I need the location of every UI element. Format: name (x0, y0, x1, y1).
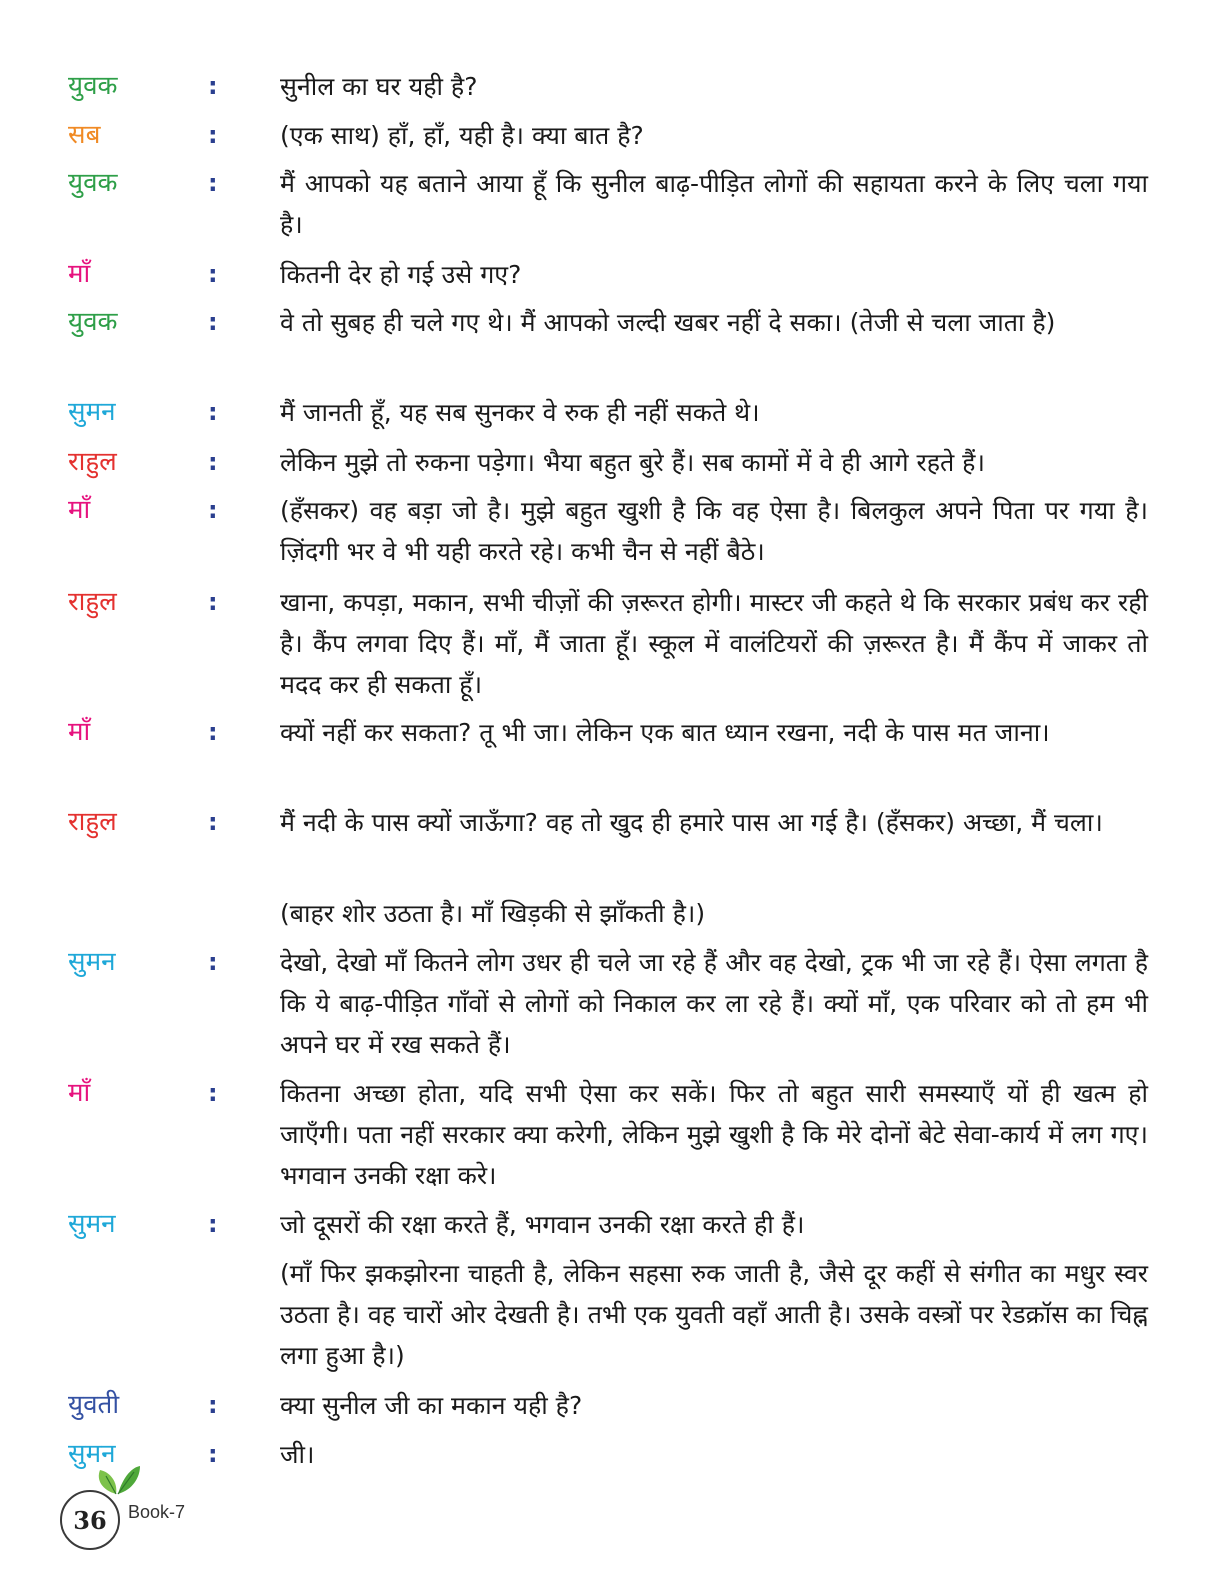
speaker-colon: : (208, 948, 218, 976)
dialogue-row (68, 582, 1148, 705)
dialogue-row (68, 163, 1148, 245)
dialogue-row (68, 442, 1148, 483)
speaker-colon: : (208, 121, 218, 149)
speaker-name: माँ (68, 1078, 91, 1108)
dialogue-row (68, 392, 1148, 433)
dialogue-row (68, 254, 1148, 295)
speaker-colon: : (208, 496, 218, 524)
speaker-name: सब (68, 120, 101, 150)
dialogue-text: मैं नदी के पास क्यों जाऊँगा? वह तो खुद ही हमारे पास आ गई है। (हँसकर) अच्छा, मैं चला। (280, 808, 1103, 837)
dialogue-text: (हँसकर) वह बड़ा जो है। मुझे बहुत खुशी है कि वह ऐसा है। बिलकुल अपने पिता पर गया है। ज़िंदगी भर वे भी यही करते रहे। कभी चैन से नहीं बैठे। (280, 496, 1148, 566)
speaker-name: राहुल (68, 447, 117, 477)
page-number: 36 (60, 1490, 120, 1550)
dialogue-row (68, 115, 1148, 156)
speaker-name: युवक (68, 307, 118, 337)
dialogue-text: जो दूसरों की रक्षा करते हैं, भगवान उनकी रक्षा करते ही हैं। (280, 1210, 805, 1239)
dialogue-text: मैं जानती हूँ, यह सब सुनकर वे रुक ही नहीं सकते थे। (280, 398, 760, 427)
speaker-colon: : (208, 718, 218, 746)
dialogue-text: मैं आपको यह बताने आया हूँ कि सुनील बाढ़-पीड़ित लोगों की सहायता करने के लिए चला गया है। (280, 169, 1148, 239)
dialogue-text: क्यों नहीं कर सकता? तू भी जा। लेकिन एक बात ध्यान रखना, नदी के पास मत जाना। (280, 718, 1050, 747)
book-label: Book-7 (128, 1502, 186, 1522)
dialogue-row (68, 1385, 1148, 1426)
page-footer (50, 1462, 250, 1562)
speaker-name: राहुल (68, 807, 117, 837)
speaker-name: सुमन (68, 1209, 116, 1239)
speaker-name: माँ (68, 495, 91, 525)
speaker-name: सुमन (68, 397, 116, 427)
speaker-colon: : (208, 1210, 218, 1238)
speaker-name: सुमन (68, 1439, 116, 1469)
speaker-colon: : (208, 260, 218, 288)
speaker-colon: : (208, 72, 218, 100)
dialogue-text: क्या सुनील जी का मकान यही है? (280, 1391, 583, 1420)
speaker-colon: : (208, 398, 218, 426)
speaker-colon: : (208, 1079, 218, 1107)
speaker-name: माँ (68, 259, 91, 289)
dialogue-row (68, 1204, 1148, 1245)
dialogue-text: जी। (280, 1440, 315, 1469)
dialogue-row (68, 66, 1148, 107)
dialogue-text: देखो, देखो माँ कितने लोग उधर ही चले जा रहे हैं और वह देखो, ट्रक भी जा रहे हैं। ऐसा लगता है कि ये बाढ़-पीड़ित गाँवों से लोगों को निकाल कर ला रहे हैं। क्यों माँ, एक परिवार को तो हम भी अपने घर में रख सकते हैं। (280, 948, 1148, 1059)
speaker-colon: : (208, 169, 218, 197)
dialogue-text: वे तो सुबह ही चले गए थे। मैं आपको जल्दी खबर नहीं दे सका। (तेजी से चला जाता है) (280, 308, 1056, 337)
dialogue-row (68, 942, 1148, 1065)
dialogue-text: कितनी देर हो गई उसे गए? (280, 260, 522, 289)
dialogue-row (68, 712, 1148, 753)
dialogue-text: खाना, कपड़ा, मकान, सभी चीज़ों की ज़रूरत होगी। मास्टर जी कहते थे कि सरकार प्रबंध कर रही है। कैंप लगवा दिए हैं। माँ, मैं जाता हूँ। स्कूल में वालंटियरों की ज़रूरत है। मैं कैंप में जाकर तो मदद कर ही सकता हूँ। (280, 588, 1148, 699)
dialogue-row (68, 302, 1148, 343)
speaker-name: युवक (68, 168, 118, 198)
speaker-colon: : (208, 588, 218, 616)
dialogue-row (68, 1073, 1148, 1196)
dialogue-row (68, 490, 1148, 572)
speaker-name: युवती (68, 1390, 120, 1420)
dialogue-text: (एक साथ) हाँ, हाँ, यही है। क्या बात है? (280, 121, 644, 150)
speaker-colon: : (208, 1391, 218, 1419)
dialogue-text: सुनील का घर यही है? (280, 72, 478, 101)
speaker-colon: : (208, 308, 218, 336)
dialogue-text: लेकिन मुझे तो रुकना पड़ेगा। भैया बहुत बुरे हैं। सब कामों में वे ही आगे रहते हैं। (280, 448, 985, 477)
speaker-name: सुमन (68, 947, 116, 977)
dialogue-row (68, 802, 1148, 843)
speaker-colon: : (208, 1440, 218, 1468)
speaker-name: राहुल (68, 587, 117, 617)
speaker-name: माँ (68, 717, 91, 747)
speaker-name: युवक (68, 71, 118, 101)
stage-direction: (बाहर शोर उठता है। माँ खिड़की से झाँकती है।) (280, 899, 706, 928)
speaker-colon: : (208, 448, 218, 476)
stage-direction: (माँ फिर झकझोरना चाहती है, लेकिन सहसा रुक जाती है, जैसे दूर कहीं से संगीत का मधुर स्वर उठता है। वह चारों ओर देखती है। तभी एक युवती वहाँ आती है। उसके वस्त्रों पर रेडक्रॉस का चिह्न लगा हुआ है।) (280, 1259, 1148, 1370)
dialogue-text: कितना अच्छा होता, यदि सभी ऐसा कर सकें। फिर तो बहुत सारी समस्याएँ यों ही खत्म हो जाएँगी। पता नहीं सरकार क्या करेगी, लेकिन मुझे खुशी है कि मेरे दोनों बेटे सेवा-कार्य में लग गए। भगवान उनकी रक्षा करे। (280, 1079, 1148, 1190)
speaker-colon: : (208, 808, 218, 836)
